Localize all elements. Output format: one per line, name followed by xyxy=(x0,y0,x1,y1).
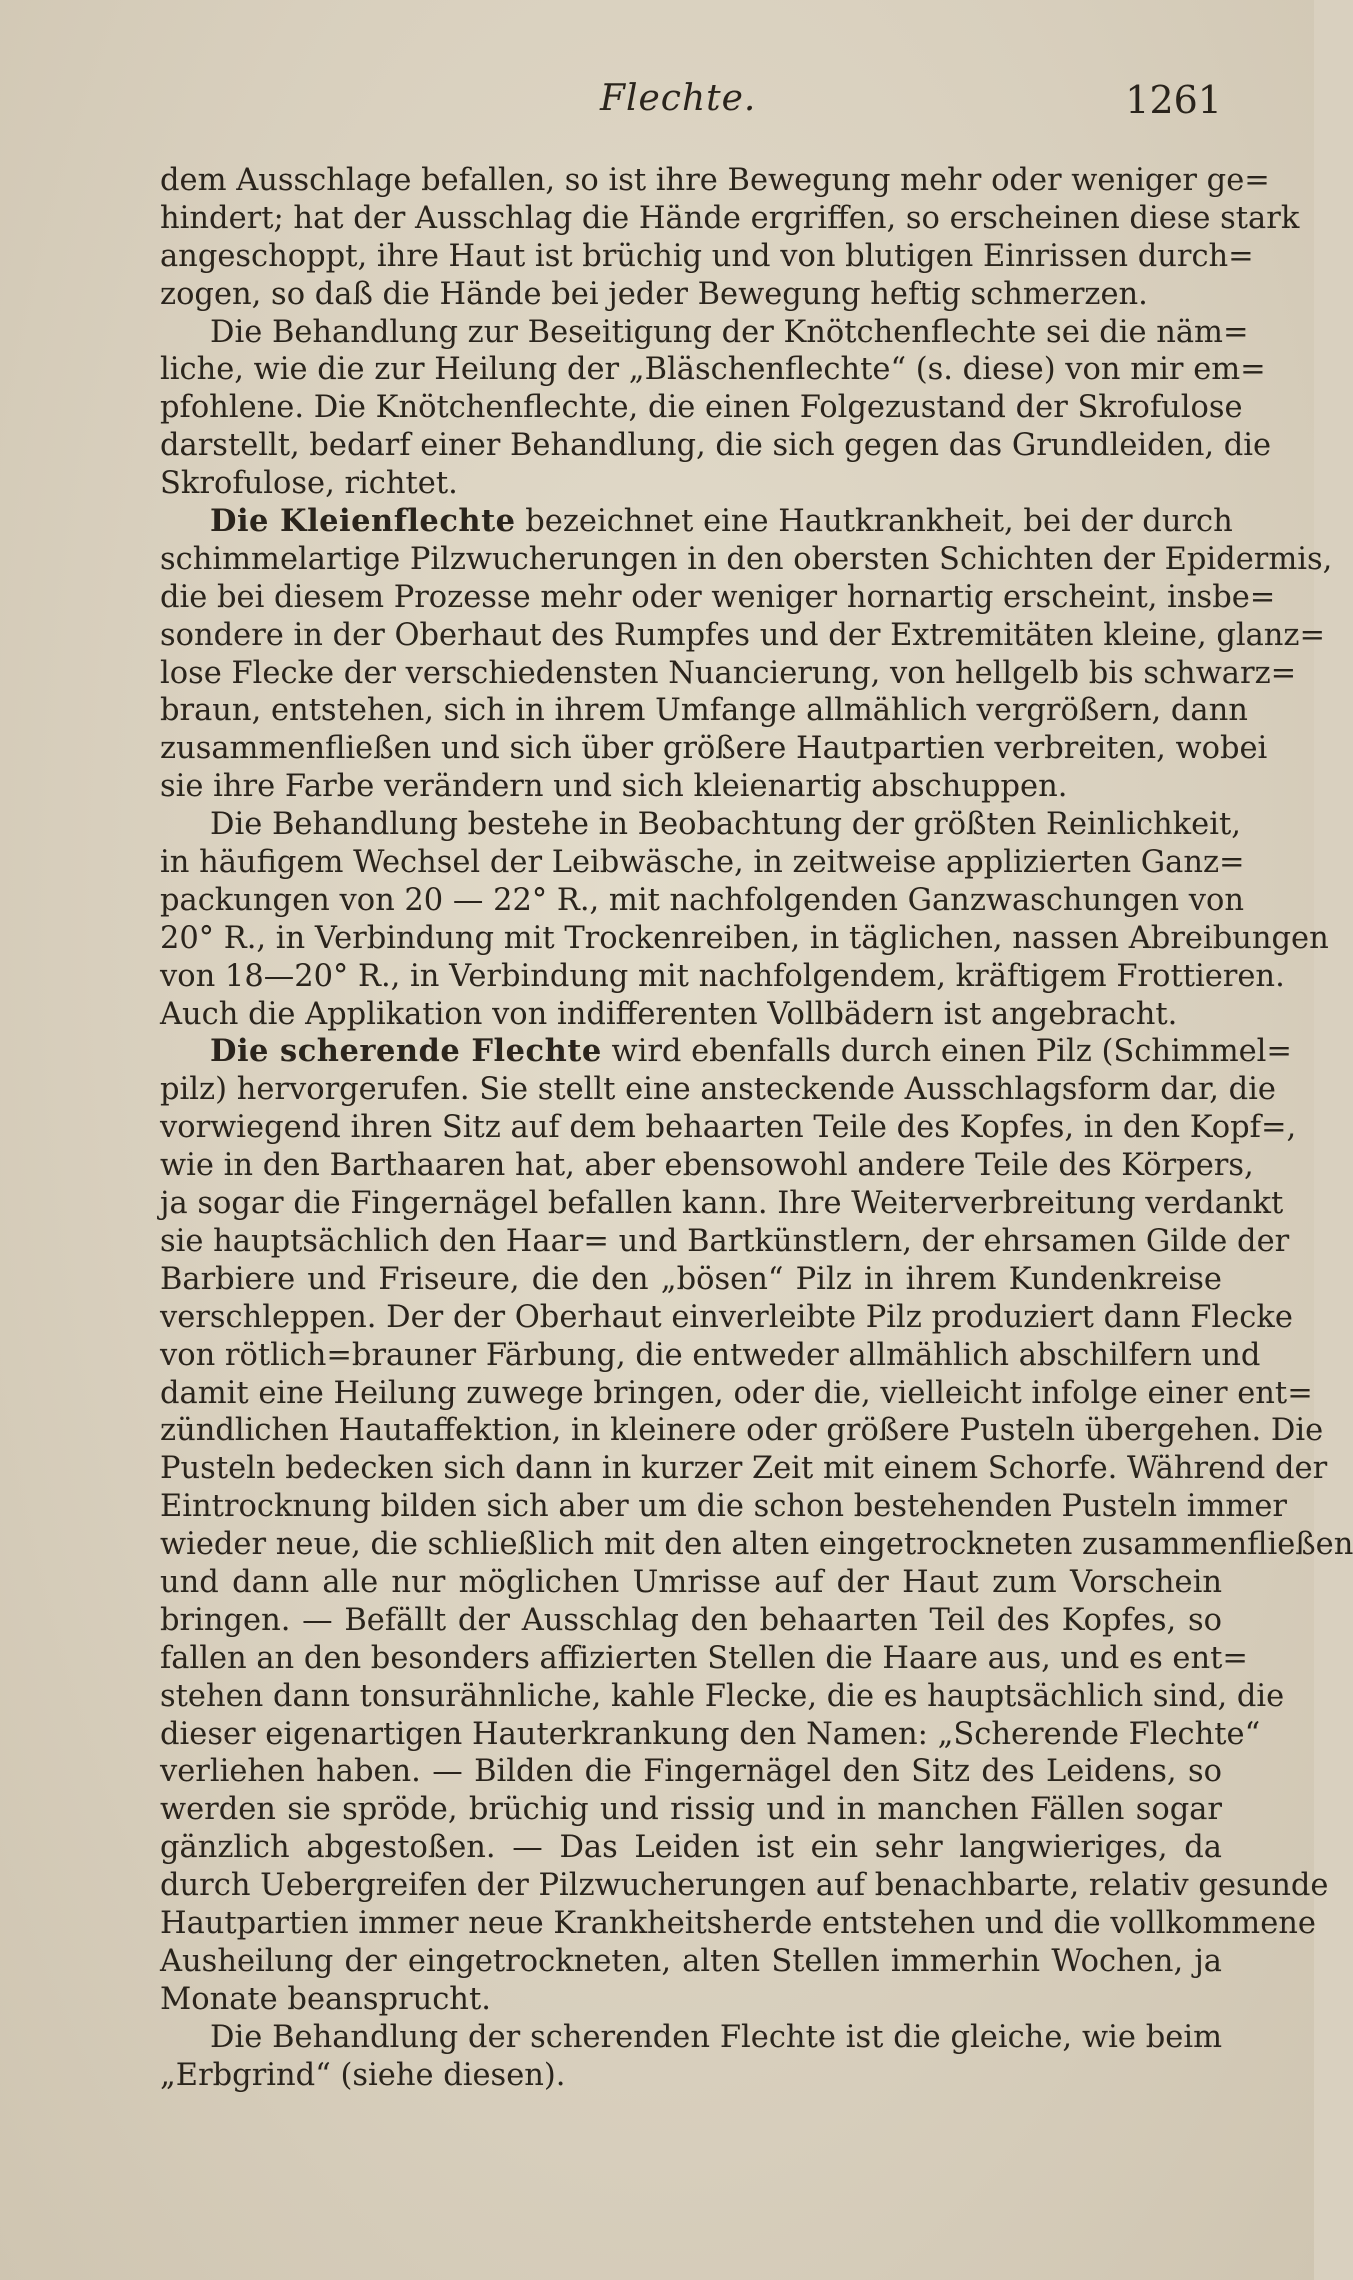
text-line: damit eine Heilung zuwege bringen, oder die, vielleicht infolge einer ent= xyxy=(160,1375,1313,1411)
text-line: von 18—20° R., in Verbindung mit nachfolgendem, kräftigem Frottieren. xyxy=(160,958,1285,994)
text-line: braun, entstehen, sich in ihrem Umfange allmählich vergrößern, dann xyxy=(160,693,1248,729)
text-line: gänzlich abgestoßen. — Das Leiden ist ein sehr langwieriges, da xyxy=(160,1830,1222,1866)
text-span: bezeichnet eine Hautkrankheit, bei der durch xyxy=(515,504,1233,540)
text-line: Die Behandlung bestehe in Beobachtung der größten Reinlichkeit, xyxy=(210,807,1241,843)
text-line xyxy=(160,1033,1292,1071)
text-line: zündlichen Hautaffektion, in kleinere oder größere Pusteln übergehen. Die xyxy=(160,1413,1324,1449)
text-line: 20° R., in Verbindung mit Trockenreiben, in täglichen, nassen Abreibungen xyxy=(160,920,1329,956)
text-line: pfohlene. Die Knötchenflechte, die einen Folgezustand der Skrofulose xyxy=(160,390,1243,426)
text-line xyxy=(160,503,1233,541)
body-text xyxy=(160,162,1353,2094)
text-line: und dann alle nur möglichen Umrisse auf der Haut zum Vorschein xyxy=(160,1564,1222,1600)
text-line: Barbiere und Friseure, die den „bösen“ Pilz in ihrem Kundenkreise xyxy=(160,1261,1222,1297)
text-line: verschleppen. Der der Oberhaut einverleibte Pilz produziert dann Flecke xyxy=(160,1299,1293,1335)
text-line: packungen von 20 — 22° R., mit nachfolgenden Ganzwaschungen von xyxy=(160,882,1244,918)
text-line: schimmelartige Pilzwucherungen in den obersten Schichten der Epidermis, xyxy=(160,541,1333,577)
section-heading-kleienflechte: Die Kleienflechte xyxy=(210,503,516,540)
text-line: sie ihre Farbe verändern und sich kleienartig abschuppen. xyxy=(160,769,1068,805)
text-line: wieder neue, die schließlich mit den alten eingetrockneten zusammenfließen xyxy=(160,1527,1353,1563)
text-line: dieser eigenartigen Hauterkrankung den Namen: „Scherende Flechte“ xyxy=(160,1716,1261,1752)
text-line: Ausheilung der eingetrockneten, alten Stellen immerhin Wochen, ja xyxy=(160,1943,1222,1979)
text-line: vorwiegend ihren Sitz auf dem behaarten Teile des Kopfes, in den Kopf=, xyxy=(160,1110,1297,1146)
text-line: bringen. — Befällt der Ausschlag den behaarten Teil des Kopfes, so xyxy=(160,1602,1222,1638)
text-line: sondere in der Oberhaut des Rumpfes und der Extremitäten kleine, glanz= xyxy=(160,617,1326,653)
text-line: Eintrocknung bilden sich aber um die schon bestehenden Pusteln immer xyxy=(160,1489,1287,1525)
text-span: wird ebenfalls durch einen Pilz (Schimmel= xyxy=(601,1034,1292,1070)
text-line: dem Ausschlage befallen, so ist ihre Bewegung mehr oder weniger ge= xyxy=(160,163,1270,198)
text-line: darstellt, bedarf einer Behandlung, die sich gegen das Grundleiden, die xyxy=(160,428,1272,464)
text-line: liche, wie die zur Heilung der „Bläschenflechte“ (s. diese) von mir em= xyxy=(160,352,1266,388)
text-line: hindert; hat der Ausschlag die Hände ergriffen, so erscheinen diese stark xyxy=(160,200,1300,236)
text-line: werden sie spröde, brüchig und rissig und in manchen Fällen sogar xyxy=(160,1792,1222,1828)
running-title: Flechte. xyxy=(600,78,757,119)
text-line: Die Behandlung der scherenden Flechte ist die gleiche, wie beim xyxy=(210,2019,1222,2055)
text-line: lose Flecke der verschiedensten Nuancierung, von hellgelb bis schwarz= xyxy=(160,655,1297,691)
text-line: sie hauptsächlich den Haar= und Bartkünstlern, der ehrsamen Gilde der xyxy=(160,1223,1290,1259)
page-header xyxy=(160,78,1222,128)
text-line: in häufigem Wechsel der Leibwäsche, in zeitweise applizierten Ganz= xyxy=(160,845,1245,881)
text-line: wie in den Barthaaren hat, aber ebensowohl andere Teile des Körpers, xyxy=(160,1148,1254,1184)
text-line: Auch die Applikation von indifferenten Vollbädern ist angebracht. xyxy=(160,996,1178,1032)
text-line: „Erbgrind“ (siehe diesen). xyxy=(160,2057,566,2093)
text-line: durch Uebergreifen der Pilzwucherungen auf benachbarte, relativ gesunde xyxy=(160,1868,1329,1904)
text-line: pilz) hervorgerufen. Sie stellt eine ansteckende Ausschlagsform dar, die xyxy=(160,1072,1276,1108)
text-line: verliehen haben. — Bilden die Fingernägel den Sitz des Leidens, so xyxy=(160,1754,1222,1790)
text-line: Pusteln bedecken sich dann in kurzer Zeit mit einem Schorfe. Während der xyxy=(160,1451,1328,1487)
text-line: fallen an den besonders affizierten Stellen die Haare aus, und es ent= xyxy=(160,1640,1248,1676)
text-line: Hautpartien immer neue Krankheitsherde entstehen und die vollkommene xyxy=(160,1905,1316,1941)
page-number: 1261 xyxy=(1125,78,1222,122)
text-line: von rötlich=brauner Färbung, die entweder allmählich abschilfern und xyxy=(160,1337,1261,1373)
text-line: Skrofulose, richtet. xyxy=(160,466,458,502)
text-line: die bei diesem Prozesse mehr oder weniger hornartig erscheint, insbe= xyxy=(160,579,1276,615)
text-line: zogen, so daß die Hände bei jeder Bewegung heftig schmerzen. xyxy=(160,276,1148,312)
text-line: Die Behandlung zur Beseitigung der Knötchenflechte sei die näm= xyxy=(210,314,1249,350)
text-line: angeschoppt, ihre Haut ist brüchig und von blutigen Einrissen durch= xyxy=(160,238,1254,274)
text-line: ja sogar die Fingernägel befallen kann. Ihre Weiterverbreitung verdankt xyxy=(160,1186,1284,1222)
text-line: stehen dann tonsurähnliche, kahle Flecke, die es hauptsächlich sind, die xyxy=(160,1678,1285,1714)
section-heading-scherende-flechte: Die scherende Flechte xyxy=(210,1033,602,1070)
text-line: Monate beansprucht. xyxy=(160,1981,491,2017)
text-line: zusammenfließen und sich über größere Hautpartien verbreiten, wobei xyxy=(160,731,1268,767)
